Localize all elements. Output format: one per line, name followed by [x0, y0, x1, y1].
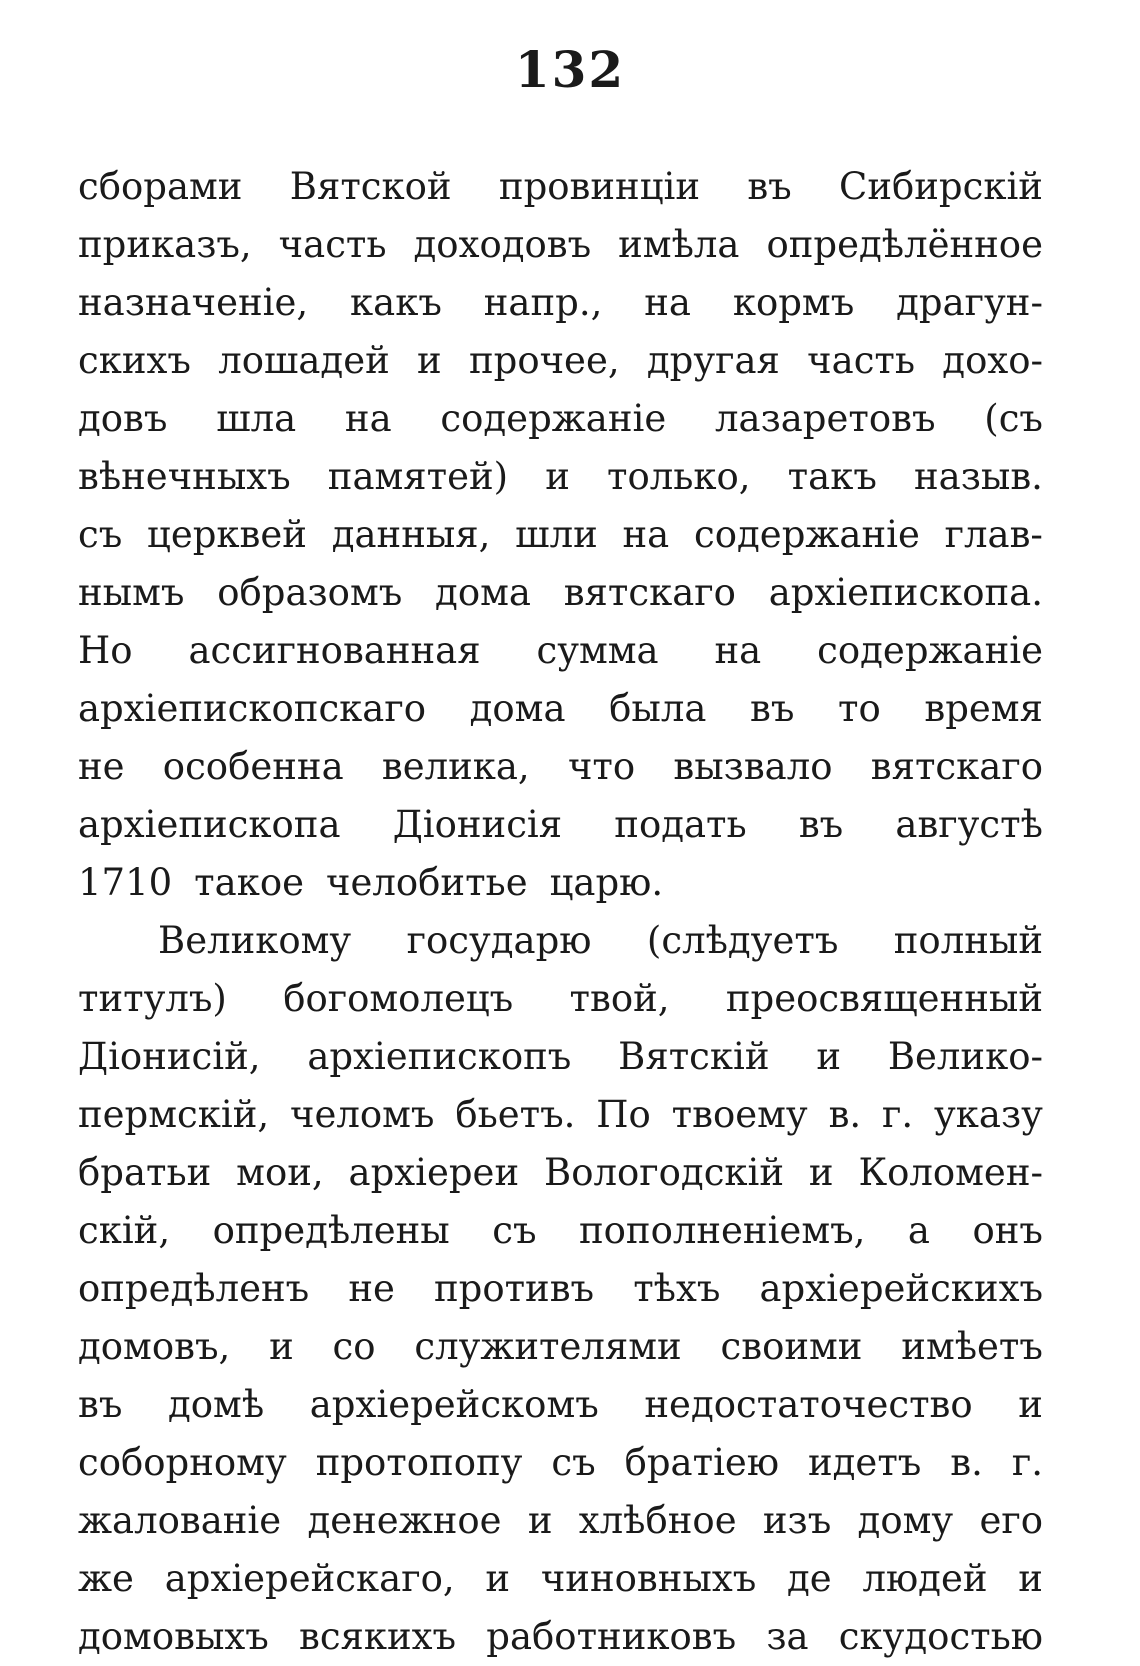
text-line: братьи мои, архіереи Вологодскій и Коломен- [78, 1151, 1043, 1194]
text-line: домовыхъ всякихъ работниковъ за скудостью [78, 1615, 1043, 1658]
text-line: въ домѣ архіерейскомъ недостаточество и [78, 1383, 1043, 1426]
text-line: сборами Вятской провинціи въ Сибирскій [78, 165, 1043, 208]
text-line: соборному протопопу съ братіею идетъ в. г. [78, 1441, 1043, 1484]
text-line: довъ шла на содержаніе лазаретовъ (съ [78, 397, 1043, 440]
text-line: архіепископа Діонисія подать въ августѣ [78, 803, 1043, 846]
body-text [78, 158, 1043, 1666]
text-line: приказъ, часть доходовъ имѣла опредѣлённое [78, 223, 1043, 266]
text-line: нымъ образомъ дома вятскаго архіепископа. [78, 571, 1043, 614]
text-line: жалованіе денежное и хлѣбное изъ дому его [78, 1499, 1043, 1542]
page-number: 132 [514, 40, 626, 99]
text-line: скій, опредѣлены съ пополненіемъ, а онъ [78, 1209, 1043, 1252]
text-line: съ церквей данныя, шли на содержаніе глав- [78, 513, 1043, 556]
text-line: скихъ лошадей и прочее, другая часть дохо- [78, 339, 1043, 382]
text-line: архіепископскаго дома была въ то время [78, 687, 1043, 730]
text-line: Великому государю (слѣдуетъ полный [158, 919, 1043, 962]
text-line: домовъ, и со служителями своими имѣетъ [78, 1325, 1043, 1368]
text-line: назначеніе, какъ напр., на кормъ драгун- [78, 281, 1043, 324]
text-line: опредѣленъ не противъ тѣхъ архіерейскихъ [78, 1267, 1043, 1310]
text-line: вѣнечныхъ памятей) и только, такъ назыв. [78, 455, 1043, 498]
text-line: титулъ) богомолецъ твой, преосвященный [78, 977, 1043, 1020]
text-line: Но ассигнованная сумма на содержаніе [78, 629, 1043, 672]
text-line: пермскій, челомъ бьетъ. По твоему в. г. указу [78, 1093, 1043, 1136]
text-line: же архіерейскаго, и чиновныхъ де людей и [78, 1557, 1043, 1600]
text-line: Діонисій, архіепископъ Вятскій и Велико- [78, 1035, 1043, 1078]
text-line: не особенна велика, что вызвало вятскаго [78, 745, 1043, 788]
text-line: 1710 такое челобитье царю. [78, 861, 664, 904]
